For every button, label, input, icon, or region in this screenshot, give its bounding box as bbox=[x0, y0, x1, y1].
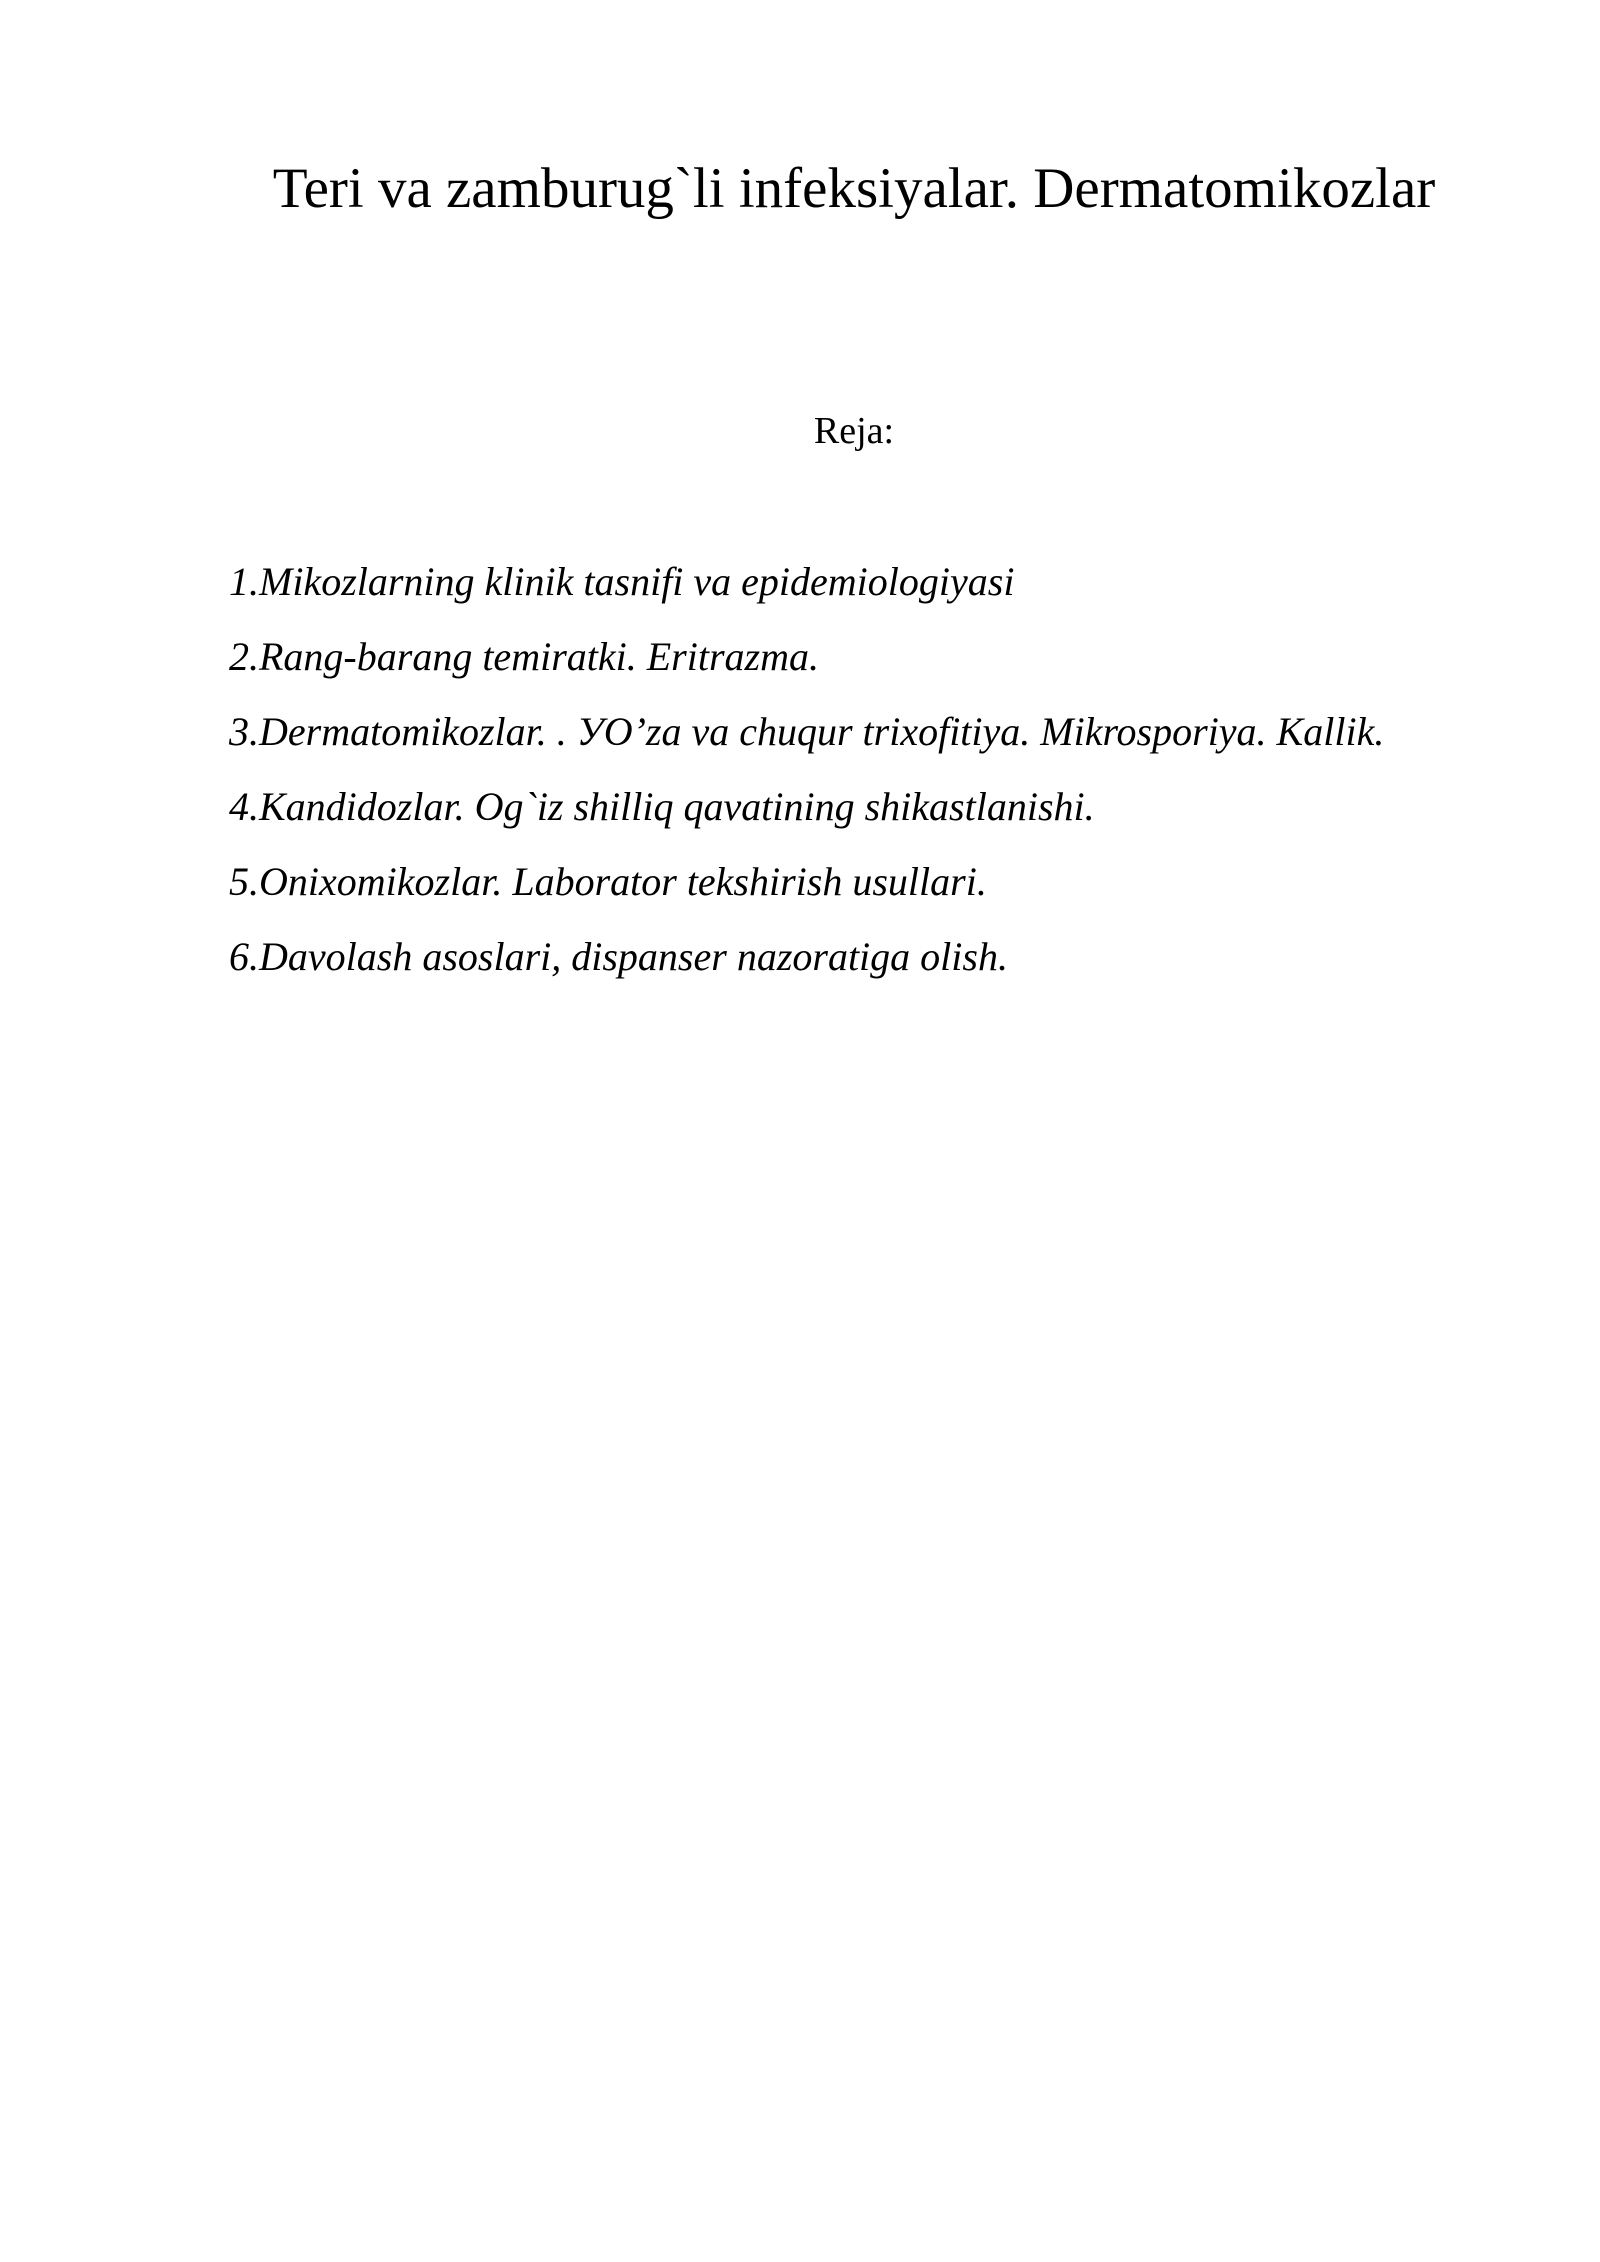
plan-item-2: 2.Rang-barang temiratki. Eritrazma. bbox=[229, 634, 819, 679]
plan-heading: Reja: bbox=[813, 410, 895, 452]
plan-item-4: 4.Kandidozlar. Og`iz shilliq qavatining shikastlanishi. bbox=[229, 784, 1095, 829]
plan-item-5: 5.Onixomikozlar. Laborator tekshirish usullari. bbox=[229, 859, 987, 904]
plan-item-1: 1.Mikozlarning klinik tasnifi va epidemiologiyasi bbox=[229, 559, 1015, 604]
document-title: Teri va zamburug`li infeksiyalar. Dermatomikozlar bbox=[272, 157, 1436, 220]
plan-item-3: 3.Dermatomikozlar. . УO’za va chuqur trixofitiya. Mikrosporiya. Kallik. bbox=[229, 709, 1385, 754]
plan-item-6: 6.Davolash asoslari, dispanser nazoratiga olish. bbox=[229, 934, 1008, 979]
plan-list bbox=[229, 544, 1384, 994]
